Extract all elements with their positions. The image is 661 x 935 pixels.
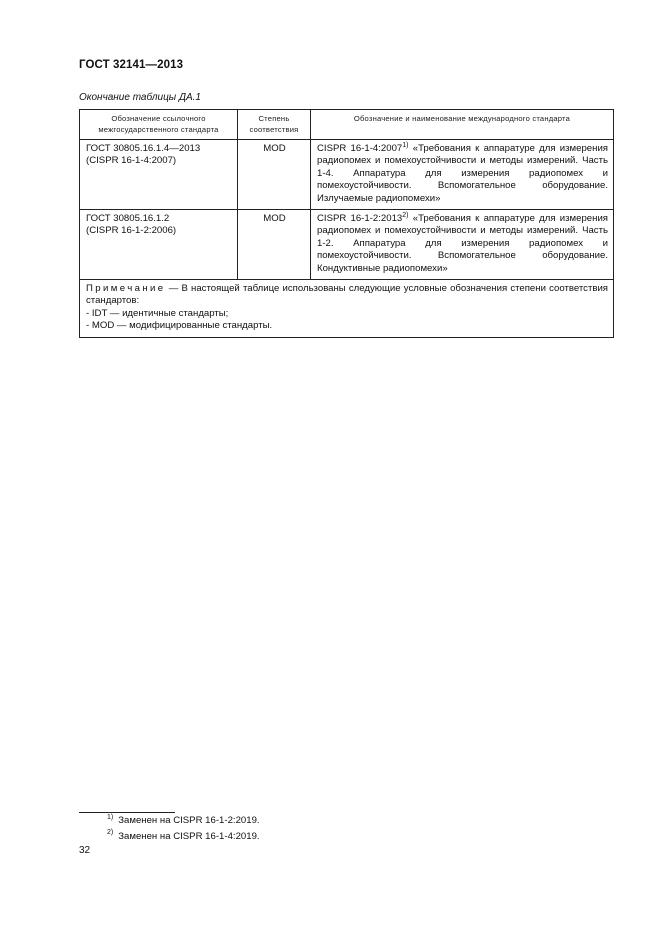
standard-equivalent: (CISPR 16-1-2:2006) [86,225,177,237]
note-cell [80,280,614,338]
intl-standard-cell [311,140,614,210]
document-header: ГОСТ 32141—2013 [79,59,184,71]
intl-standard-title: «Требования к аппаратуре для измерения радиопомех и помехоустойчивости и методы измерений. Часть 1-2. Аппаратура для измерения радиопомех и помехоустойчивости. Вспомогательное оборудование. Кондуктивные радиопомехи» [317,213,608,274]
standard-designation: ГОСТ 30805.16.1.4—2013 [86,143,201,154]
footnote [107,813,260,829]
note-paragraph [86,283,608,308]
standard-designation: ГОСТ 30805.16.1.2 [86,213,170,225]
degree-cell: MOD [238,140,311,210]
intl-standard-title: «Требования к аппаратуре для измерения радиопомех и помехоустойчивости и методы измерений. Часть 1-4. Аппаратура для измерения радиопомех и помехоустойчивости. Вспомогательное оборудование. Излучаемые радиопомехи» [317,143,608,204]
footnote-mark: 1) [107,813,114,821]
standard-cell [80,210,238,280]
intl-standard-cell [311,210,614,280]
footnote-text: Заменен на CISPR 16-1-4:2019. [118,830,260,842]
page-number: 32 [79,845,91,856]
column-header-degree: Степень соответствия [238,110,311,140]
note-row [80,280,614,338]
intl-standard-code: CISPR 16-1-4:2007 [317,143,403,154]
footnote-ref: 1) [402,141,409,149]
reference-table [79,109,614,338]
table-header-row [80,110,614,140]
column-header-intl-standard: Обозначение и наименование международного стандарта [311,110,614,140]
table-caption: Окончание таблицы ДА.1 [79,92,201,103]
table-row [80,140,614,210]
note-item: - IDT — идентичные стандарты; [86,307,229,319]
note-label: Примечание [86,283,166,295]
note-text: — В настоящей таблице использованы следующие условные обозначения степени соответствия стандартов: [86,283,608,307]
table-row [80,210,614,280]
footnote-ref: 2) [402,211,409,219]
standard-equivalent: (CISPR 16-1-4:2007) [86,155,177,167]
footnote-mark: 2) [107,829,114,837]
intl-standard-code: CISPR 16-1-2:2013 [317,213,403,225]
degree-cell: MOD [238,210,311,280]
note-item: - MOD — модифицированные стандарты. [86,320,273,332]
footnotes [107,813,260,844]
footnote-text: Заменен на CISPR 16-1-2:2019. [118,815,260,826]
column-header-standard: Обозначение ссылочного межгосударственного стандарта [80,110,238,140]
footnote [107,829,260,845]
standard-cell [80,140,238,210]
